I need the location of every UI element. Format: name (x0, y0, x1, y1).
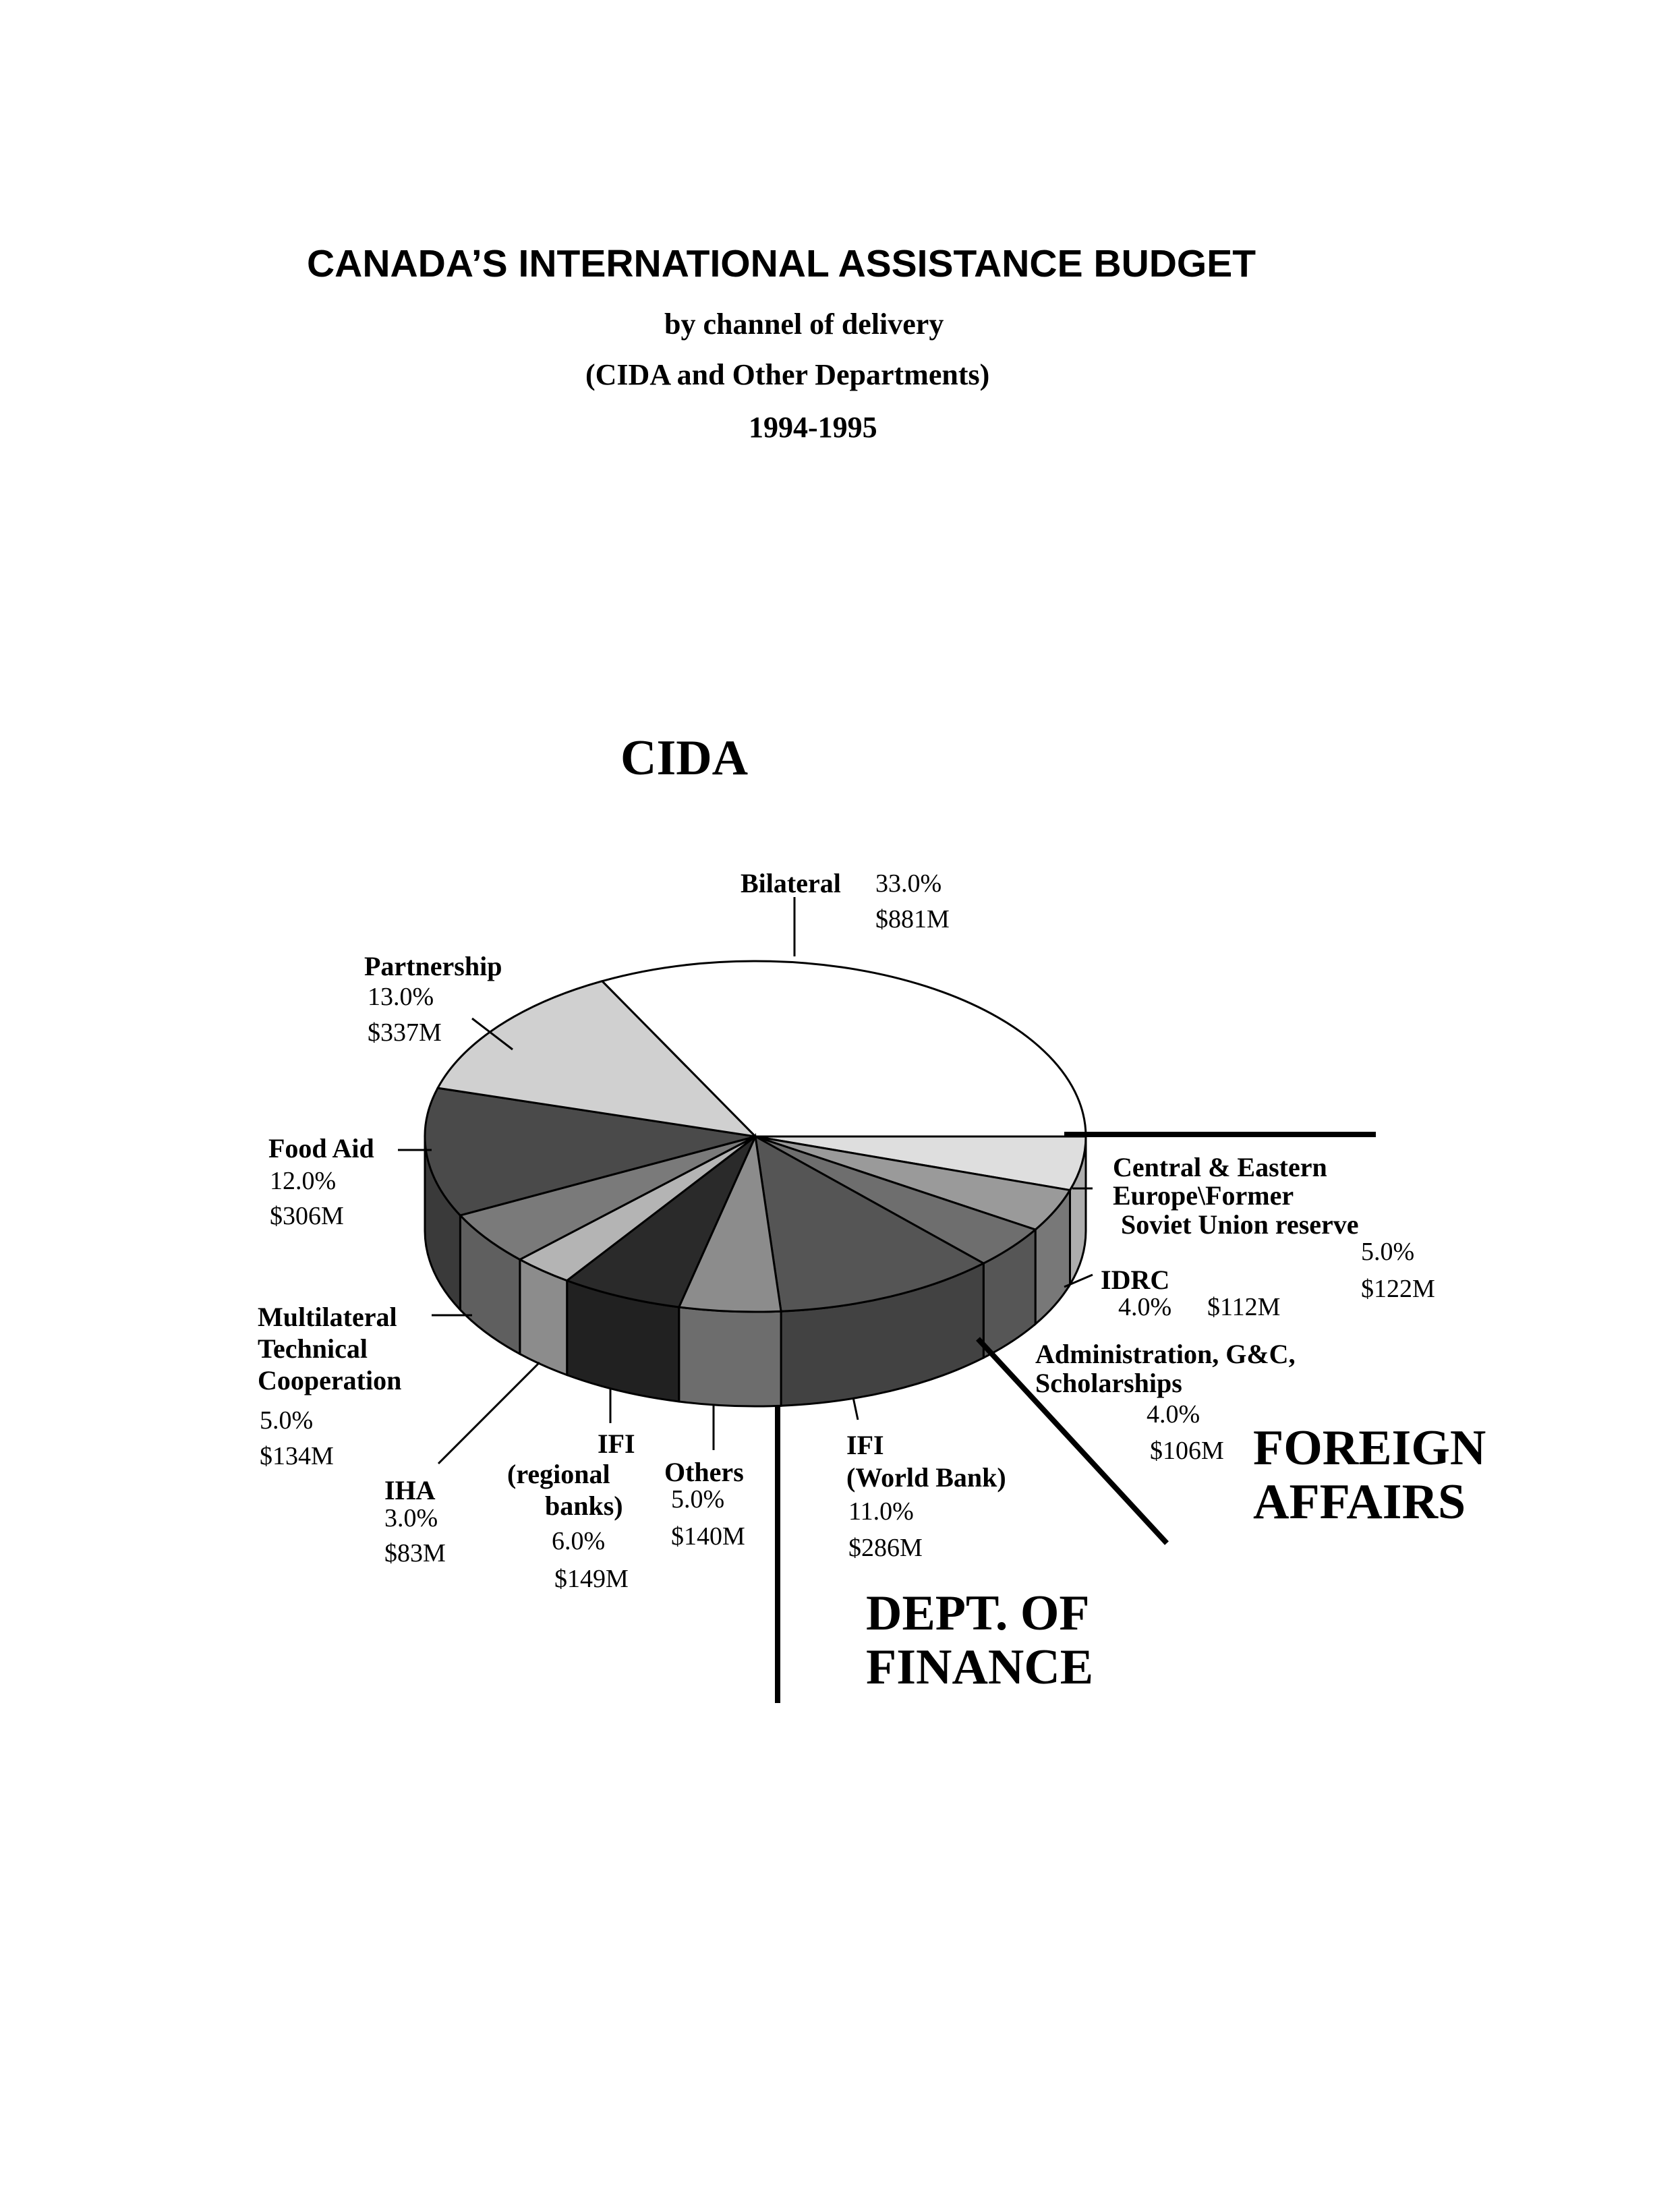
label-others-pct: 5.0% (671, 1485, 725, 1514)
label-idrc-pct: 4.0% (1118, 1293, 1172, 1321)
label-food-aid-pct: 12.0% (270, 1167, 337, 1195)
label-bilateral-pct: 33.0% (875, 869, 942, 898)
group-label-finance-2: FINANCE (866, 1640, 1094, 1695)
label-multilateral-name-1: Multilateral (258, 1302, 397, 1332)
group-label-cida: CIDA (620, 730, 749, 786)
label-ceeu-amt: $122M (1361, 1275, 1435, 1303)
label-ifi-world-name-2: (World Bank) (846, 1462, 1006, 1493)
label-iha-pct: 3.0% (384, 1504, 438, 1532)
page-title: CANADA’S INTERNATIONAL ASSISTANCE BUDGET (307, 242, 1256, 285)
group-label-foreign-affairs-1: FOREIGN (1253, 1420, 1486, 1476)
label-ifi-world-amt: $286M (848, 1534, 923, 1562)
label-ifi-regional-pct: 6.0% (552, 1527, 606, 1555)
page-subtitle-2: (CIDA and Other Departments) (585, 358, 990, 391)
label-ceeu-name-3: Soviet Union reserve (1121, 1209, 1359, 1240)
label-ceeu-name-2: Europe\Former (1113, 1180, 1294, 1211)
label-ceeu-name-1: Central & Eastern (1113, 1152, 1327, 1182)
label-multilateral-pct: 5.0% (260, 1406, 314, 1435)
label-ifi-regional-name-3: banks) (545, 1491, 623, 1521)
label-ifi-regional-name-1: IFI (598, 1429, 635, 1459)
label-ifi-regional-amt: $149M (554, 1565, 629, 1593)
label-admin-name-1: Administration, G&C, (1035, 1339, 1296, 1369)
label-multilateral-name-2: Technical (258, 1333, 368, 1364)
label-admin-amt: $106M (1150, 1437, 1224, 1465)
label-idrc-name: IDRC (1101, 1265, 1170, 1295)
label-partnership-pct: 13.0% (368, 983, 434, 1011)
label-admin-name-2: Scholarships (1035, 1368, 1182, 1398)
label-multilateral-name-3: Cooperation (258, 1365, 402, 1395)
group-label-finance-1: DEPT. OF (866, 1586, 1090, 1641)
label-others-amt: $140M (671, 1522, 745, 1551)
group-label-foreign-affairs-2: AFFAIRS (1253, 1474, 1466, 1530)
label-iha-amt: $83M (384, 1539, 446, 1567)
label-bilateral-amt: $881M (875, 905, 950, 933)
label-food-aid-name: Food Aid (268, 1133, 374, 1163)
label-partnership-amt: $337M (368, 1018, 442, 1047)
label-others-name: Others (664, 1457, 744, 1487)
label-multilateral-amt: $134M (260, 1442, 334, 1470)
pie-side-others (679, 1307, 781, 1406)
label-bilateral-name: Bilateral (741, 868, 841, 898)
page-year: 1994-1995 (749, 411, 877, 444)
label-food-aid-amt: $306M (270, 1202, 344, 1230)
label-ifi-world-pct: 11.0% (848, 1497, 914, 1526)
leader-line-iha (438, 1362, 540, 1464)
label-ceeu-pct: 5.0% (1361, 1238, 1415, 1266)
leader-line-ifi-world (853, 1397, 858, 1420)
label-admin-pct: 4.0% (1147, 1400, 1200, 1429)
label-ifi-world-name-1: IFI (846, 1430, 884, 1460)
label-idrc-amt: $112M (1207, 1293, 1281, 1321)
pie-slices-layer (425, 961, 1086, 1406)
label-ifi-regional-name-2: (regional (507, 1459, 610, 1489)
label-iha-name: IHA (384, 1475, 436, 1505)
page-subtitle: by channel of delivery (664, 308, 944, 341)
label-partnership-name: Partnership (364, 951, 502, 981)
